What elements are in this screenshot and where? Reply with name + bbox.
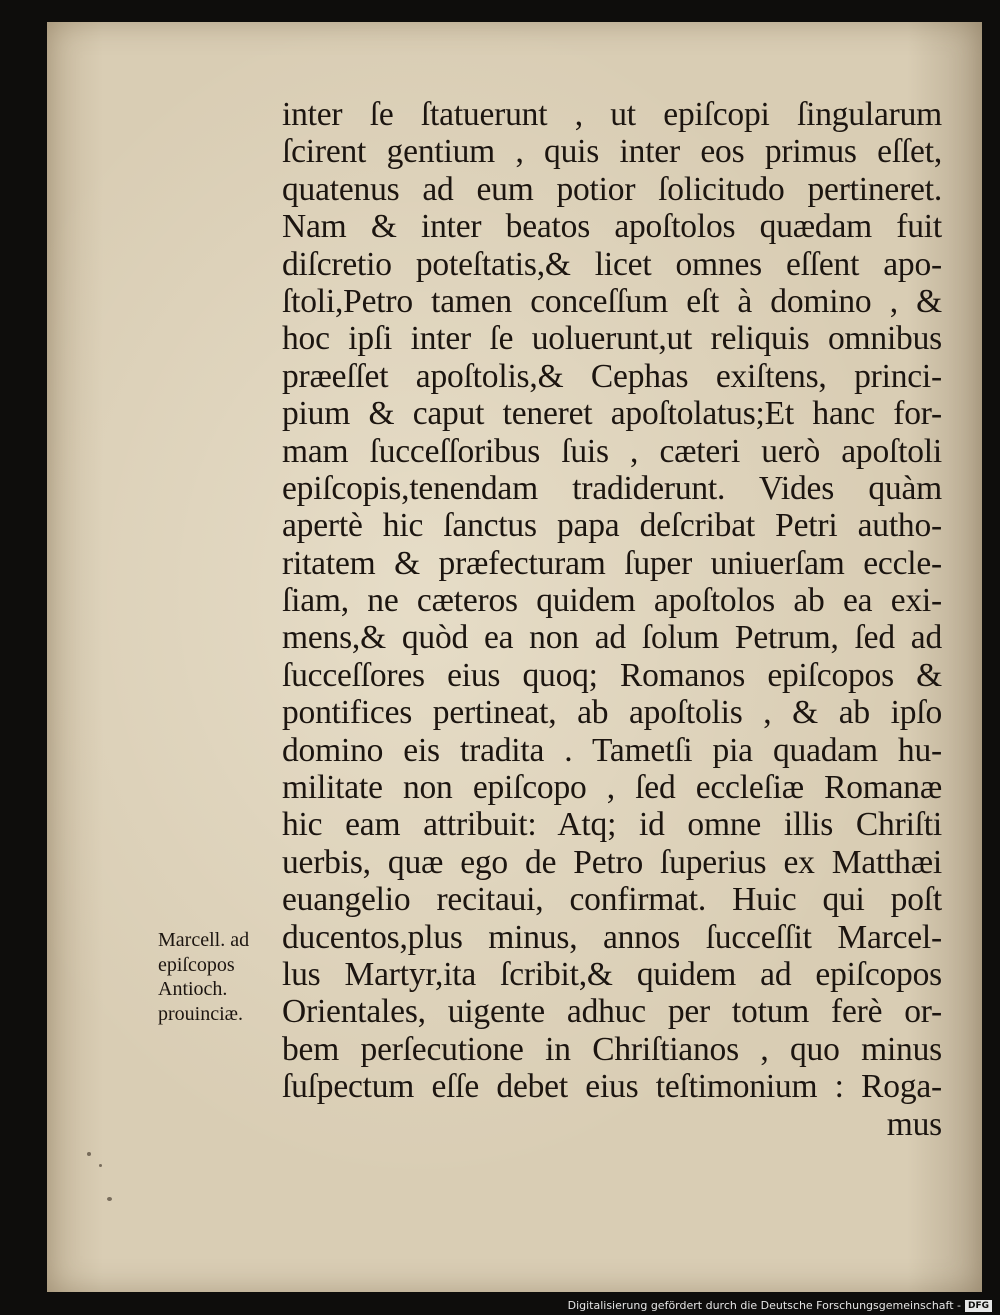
text-line: ritatem & præfecturam ſuper uniuerſam eccle- (282, 544, 942, 582)
ink-speck (87, 1152, 91, 1156)
ink-speck (99, 1164, 102, 1167)
marginal-note-line: Marcell. ad (158, 929, 250, 951)
text-line: mens,& quòd ea non ad ſolum Petrum, ſed ad (282, 619, 942, 657)
text-line: uerbis, quæ ego de Petro ſuperius ex Matthæi (282, 843, 942, 881)
text-line: domino eis tradita . Tametſi pia quadam hu- (282, 731, 942, 769)
text-line: epiſcopis,tenendam tradiderunt. Vides quàm (282, 469, 942, 507)
text-line: mam ſucceſſoribus ſuis , cæteri uerò apoſtoli (282, 432, 942, 470)
text-line: ſucceſſores eius quoq; Romanos epiſcopos & (282, 656, 942, 694)
text-line: pium & caput teneret apoſtolatus;Et hanc for- (282, 395, 942, 433)
text-line: euangelio recitaui, confirmat. Huic qui poſt (282, 881, 942, 919)
text-line: pontifices pertineat, ab apoſtolis , & ab ipſo (282, 694, 942, 732)
marginal-note-line: epiſcopos (158, 953, 235, 976)
text-line: bem perſecutione in Chriſtianos , quo minus (282, 1030, 942, 1068)
text-line: hic eam attribuit: Atq; id omne illis Chriſti (282, 806, 942, 844)
text-line: diſcretio poteſtatis,& licet omnes eſſent apo- (282, 245, 942, 283)
text-line: quatenus ad eum potior ſolicitudo pertineret. (282, 170, 942, 208)
text-line: inter ſe ſtatuerunt , ut epiſcopi ſingularum (282, 96, 942, 133)
ink-speck (107, 1197, 112, 1201)
dfg-logo: DFG (965, 1300, 992, 1312)
credit-text: Digitalisierung gefördert durch die Deutsche Forschungsgemeinschaft - (567, 1299, 961, 1312)
text-line: apertè hic ſanctus papa deſcribat Petri autho- (282, 507, 942, 545)
text-line: ſtoli,Petro tamen conceſſum eſt à domino , & (282, 282, 942, 320)
marginal-note (158, 928, 278, 1026)
catchword: mus (886, 1105, 942, 1143)
text-line: ducentos,plus minus, annos ſucceſſit Marcel- (282, 918, 942, 956)
text-line: ſiam, ne cæteros quidem apoſtolos ab ea exi- (282, 582, 942, 620)
digitization-credit (568, 1299, 992, 1312)
marginal-note-line: prouinciæ. (158, 1002, 243, 1025)
text-line: Orientales, uigente adhuc per totum ferè or- (282, 993, 942, 1031)
text-line: ſuſpectum eſſe debet eius teſtimonium : Roga- (282, 1068, 942, 1106)
text-line: præeſſet apoſtolis,& Cephas exiſtens, princi- (282, 357, 942, 395)
marginal-note-line: Antioch. (158, 978, 228, 1000)
text-line: hoc ipſi inter ſe uoluerunt,ut reliquis omnibus (282, 320, 942, 358)
main-text-block (282, 96, 942, 1143)
text-line: Nam & inter beatos apoſtolos quædam fuit (282, 208, 942, 246)
text-line: militate non epiſcopo , ſed eccleſiæ Romanæ (282, 769, 942, 807)
text-line: lus Martyr,ita ſcribit,& quidem ad epiſcopos (282, 955, 942, 993)
text-line: ſcirent gentium , quis inter eos primus eſſet, (282, 133, 942, 171)
